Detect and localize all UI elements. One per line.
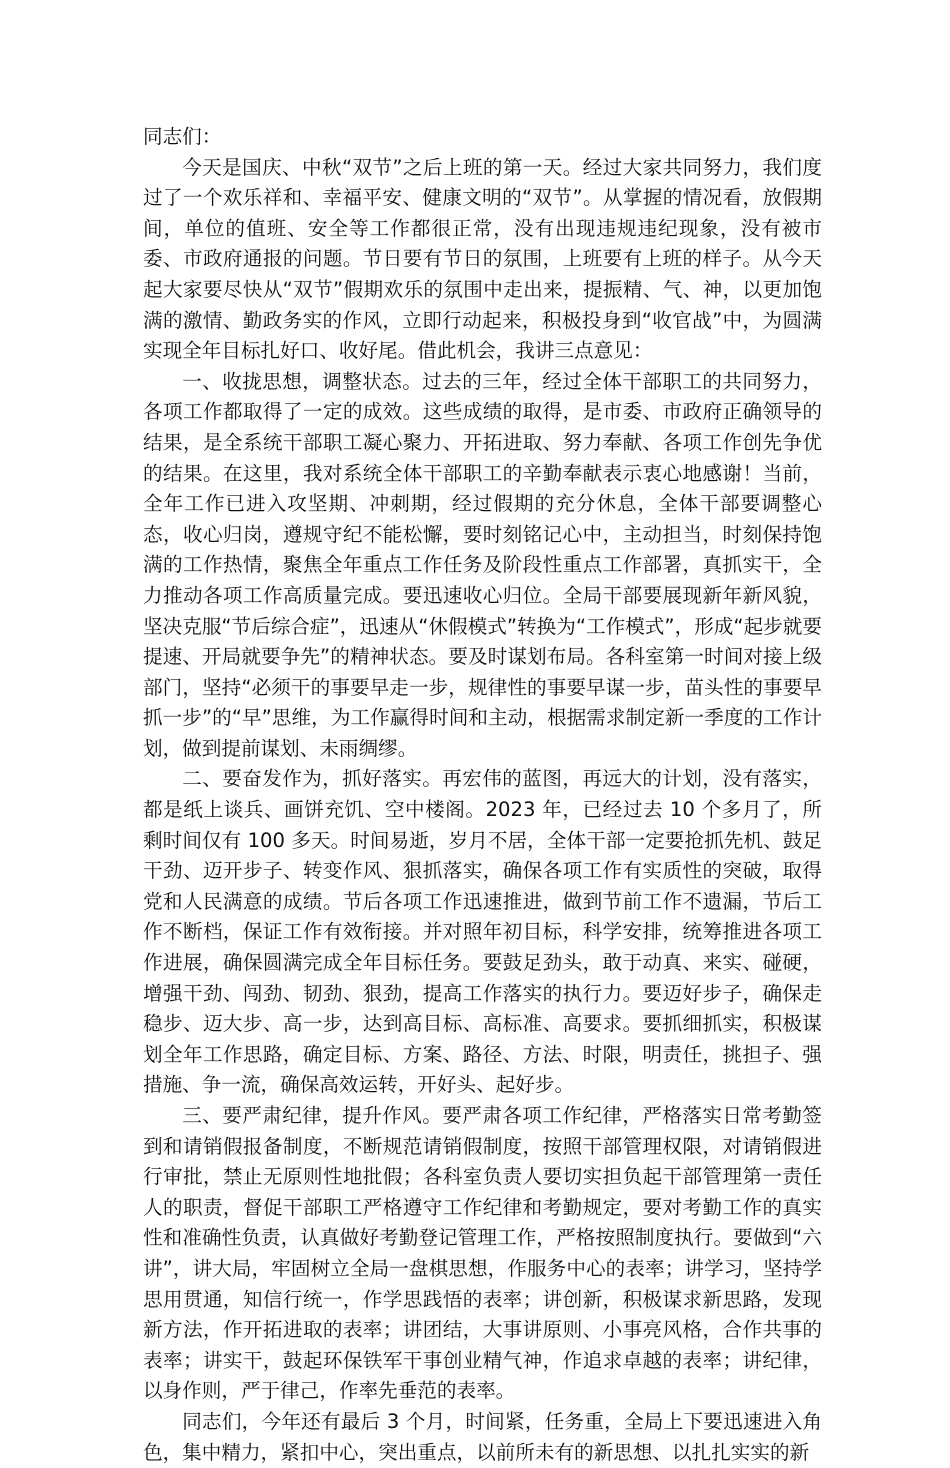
salutation: 同志们： — [143, 125, 222, 148]
speech-body — [143, 122, 822, 1468]
paragraph-opening: 今天是国庆、中秋“双节”之后上班的第一天。经过大家共同努力，我们度过了一个欢乐祥和、幸福平安、健康文明的“双节”。从掌握的情况看，放假期间，单位的值班、安全等工作都很正常，没有出现违规违纪现象，没有被市委、市政府通报的问题。节日要有节日的氛围，上班要有上班的样子。从今天起大家要尽快从“双节”假期欢乐的氛围中走出来，提振精、气、神，以更加饱满的激情、勤政务实的作风，立即行动起来，积极投身到“收官战”中，为圆满实现全年目标扎好口、收好尾。借此机会，我讲三点意见： — [143, 155, 822, 363]
paragraph-closing: 同志们，今年还有最后 3 个月，时间紧，任务重，全局上下要迅速进入角色，集中精力，紧扣中心，突出重点，以前所未有的新思想、以扎扎实实的新 — [143, 1409, 822, 1464]
paragraph-point-one: 一、收拢思想，调整状态。过去的三年，经过全体干部职工的共同努力，各项工作都取得了一定的成效。这些成绩的取得，是市委、市政府正确领导的结果，是全系统干部职工凝心聚力、开拓进取、努力奉献、各项工作创先争优的结果。在这里，我对系统全体干部职工的辛勤奉献表示衷心地感谢！当前，全年工作已进入攻坚期、冲刺期，经过假期的充分休息，全体干部要调整心态，收心归岗，遵规守纪不能松懈，要时刻铭记心中，主动担当，时刻保持饱满的工作热情，聚焦全年重点工作任务及阶段性重点工作部署，真抓实干，全力推动各项工作高质量完成。要迅速收心归位。全局干部要展现新年新风貌，坚决克服“节后综合症”，迅速从“休假模式”转换为“工作模式”，形成“起步就要提速、开局就要争先”的精神状态。要及时谋划布局。各科室第一时间对接上级部门，坚持“必须干的事要早走一步，规律性的事要早谋一步，苗头性的事要早抓一步”的“早”思维，为工作赢得时间和主动，根据需求制定新一季度的工作计划，做到提前谋划、未雨绸缪。 — [143, 369, 822, 760]
paragraph-point-two: 二、要奋发作为，抓好落实。再宏伟的蓝图，再远大的计划，没有落实，都是纸上谈兵、画饼充饥、空中楼阁。2023 年，已经过去 10 个多月了，所剩时间仅有 100 多天。时间易逝，岁月不居，全体干部一定要抢抓先机、鼓足干劲、迈开步子、转变作风、狠抓落实，确保各项工作有实质性的突破，取得党和人民满意的成绩。节后各项工作迅速推进，做到节前工作不遗漏，节后工作不断档，保证工作有效衔接。并对照年初目标，科学安排，统筹推进各项工作进展，确保圆满完成全年目标任务。要鼓足劲头，敢于动真、来实、碰硬，增强干劲、闯劲、韧劲、狠劲，提高工作落实的执行力。要迈好步子，确保走稳步、迈大步、高一步，达到高目标、高标准、高要求。要抓细抓实，积极谋划全年工作思路，确定目标、方案、路径、方法、时限，明责任，挑担子、强措施、争一流，确保高效运转，开好头、起好步。 — [143, 767, 822, 1097]
paragraph-point-three: 三、要严肃纪律，提升作风。要严肃各项工作纪律，严格落实日常考勤签到和请销假报备制度，不断规范请销假制度，按照干部管理权限，对请销假进行审批，禁止无原则性地批假；各科室负责人要切实担负起干部管理第一责任人的职责，督促干部职工严格遵守工作纪律和考勤规定，要对考勤工作的真实性和准确性负责，认真做好考勤登记管理工作，严格按照制度执行。要做到“六讲”，讲大局，牢固树立全局一盘棋思想，作服务中心的表率；讲学习，坚持学思用贯通，知信行统一，作学思践悟的表率；讲创新，积极谋求新思路，发现新方法，作开拓进取的表率；讲团结，大事讲原则、小事亮风格，合作共事的表率；讲实干，鼓起环保铁军干事创业精气神，作追求卓越的表率；讲纪律，以身作则，严于律己，作率先垂范的表率。 — [143, 1104, 822, 1403]
